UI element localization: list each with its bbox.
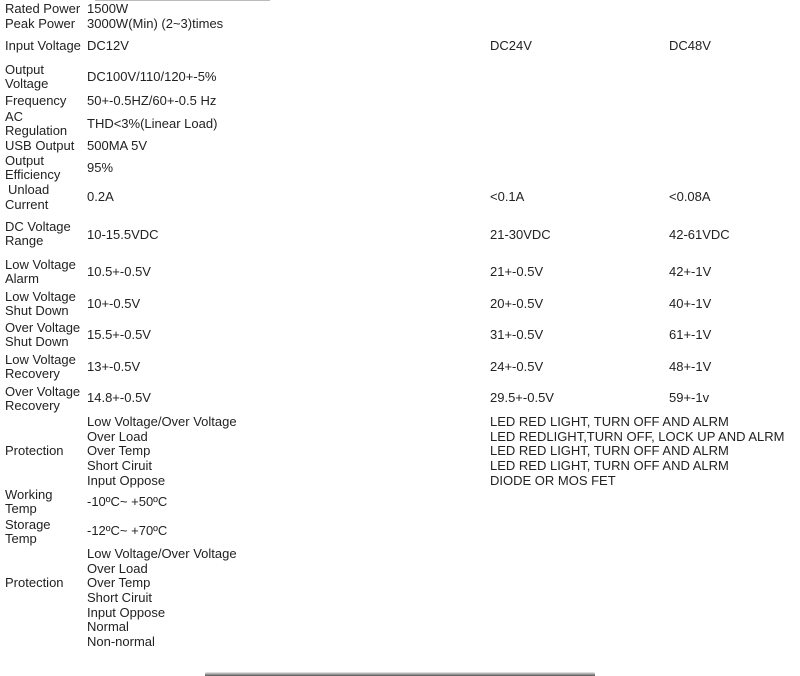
peak-power-label: Peak Power [5,16,76,31]
low-voltage-shutdown-48v: 40+-1V [669,296,712,311]
output-efficiency-label-2: Efficiency [5,167,61,182]
protection-item: Normal [87,619,129,634]
input-voltage-label: Input Voltage [5,38,81,53]
working-temp-label-2: Temp [5,501,37,516]
dc-voltage-range-12v: 10-15.5VDC [87,227,159,242]
storage-temp-label-1: Storage [5,517,51,532]
protection-item: Low Voltage/Over Voltage [87,414,237,429]
low-voltage-alarm-24v: 21+-0.5V [490,264,544,279]
dc-voltage-range-label-2: Range [5,233,44,248]
input-voltage-12v: DC12V [87,38,129,53]
protection-result: LED RED LIGHT, TURN OFF AND ALRM [490,443,729,458]
over-voltage-shutdown-48v: 61+-1V [669,327,712,342]
protection-item: Over Load [87,429,148,444]
unload-current-label-1: Unload [8,182,50,197]
low-voltage-shutdown-label-2: Shut Down [5,303,69,318]
ac-regulation-label-2: Regulation [5,123,68,138]
unload-current-24v: <0.1A [490,189,525,204]
low-voltage-shutdown-label-1: Low Voltage [5,289,76,304]
low-voltage-recovery-label-1: Low Voltage [5,352,76,367]
rated-power-value: 1500W [87,1,129,16]
low-voltage-recovery-12v: 13+-0.5V [87,359,141,374]
frequency-label: Frequency [5,93,67,108]
over-voltage-shutdown-label-2: Shut Down [5,334,69,349]
frequency-value: 50+-0.5HZ/60+-0.5 Hz [87,93,217,108]
low-voltage-recovery-24v: 24+-0.5V [490,359,544,374]
low-voltage-alarm-label-2: Alarm [5,271,39,286]
output-voltage-value: DC100V/110/120+-5% [87,69,217,84]
ac-regulation-label-1: AC [5,109,24,124]
protection-item: Over Load [87,561,148,576]
over-voltage-recovery-label-2: Recovery [5,398,60,413]
protection-result: LED RED LIGHT, TURN OFF AND ALRM [490,414,729,429]
protection-result: LED REDLIGHT,TURN OFF, LOCK UP AND ALRM [490,430,785,444]
over-voltage-shutdown-12v: 15.5+-0.5V [87,327,151,342]
dc-voltage-range-24v: 21-30VDC [490,227,551,242]
unload-current-label-2: Current [5,197,49,212]
protection-item: Non-normal [87,634,155,649]
low-voltage-recovery-48v: 48+-1V [669,359,712,374]
bottom-edge-bar [205,672,595,676]
output-voltage-label-2: Voltage [5,76,49,91]
output-voltage-label-1: Output [5,62,45,77]
input-voltage-24v: DC24V [490,38,532,53]
unload-current-12v: 0.2A [87,189,114,204]
storage-temp-value: -12ºC~ +70ºC [87,523,168,538]
working-temp-label-1: Working [5,487,53,502]
protection-item: Over Temp [87,443,151,458]
working-temp-value: -10ºC~ +50ºC [87,494,168,509]
low-voltage-alarm-12v: 10.5+-0.5V [87,264,151,279]
low-voltage-shutdown-24v: 20+-0.5V [490,296,544,311]
dc-voltage-range-label-1: DC Voltage [5,219,71,234]
protection-label: Protection [5,443,64,458]
input-voltage-48v: DC48V [669,38,711,53]
protection-result: LED RED LIGHT, TURN OFF AND ALRM [490,458,729,473]
dc-voltage-range-48v: 42-61VDC [669,227,730,242]
protection-item: Short Ciruit [87,590,153,605]
over-voltage-shutdown-24v: 31+-0.5V [490,327,544,342]
protection-item: Over Temp [87,575,151,590]
output-efficiency-value: 95% [87,160,114,175]
output-efficiency-label-1: Output [5,153,45,168]
protection-item: Input Oppose [87,473,166,488]
low-voltage-alarm-48v: 42+-1V [669,264,712,279]
usb-output-label: USB Output [5,138,75,153]
storage-temp-label-2: Temp [5,531,37,546]
low-voltage-alarm-label-1: Low Voltage [5,257,76,272]
unload-current-48v: <0.08A [669,189,711,204]
protection-result: DIODE OR MOS FET [490,473,616,488]
protection-item: Low Voltage/Over Voltage [87,546,237,561]
over-voltage-recovery-12v: 14.8+-0.5V [87,390,151,405]
low-voltage-recovery-label-2: Recovery [5,366,60,381]
over-voltage-recovery-label-1: Over Voltage [5,384,81,399]
over-voltage-shutdown-label-1: Over Voltage [5,320,81,335]
usb-output-value: 500MA 5V [87,138,147,153]
peak-power-value: 3000W(Min) (2~3)times [87,16,224,31]
low-voltage-shutdown-12v: 10+-0.5V [87,296,141,311]
protection-item: Input Oppose [87,605,166,620]
over-voltage-recovery-48v: 59+-1v [669,390,710,405]
protection-item: Short Ciruit [87,458,153,473]
ac-regulation-value: THD<3%(Linear Load) [87,116,218,131]
over-voltage-recovery-24v: 29.5+-0.5V [490,390,554,405]
rated-power-label: Rated Power [5,1,81,16]
protection-label: Protection [5,575,64,590]
